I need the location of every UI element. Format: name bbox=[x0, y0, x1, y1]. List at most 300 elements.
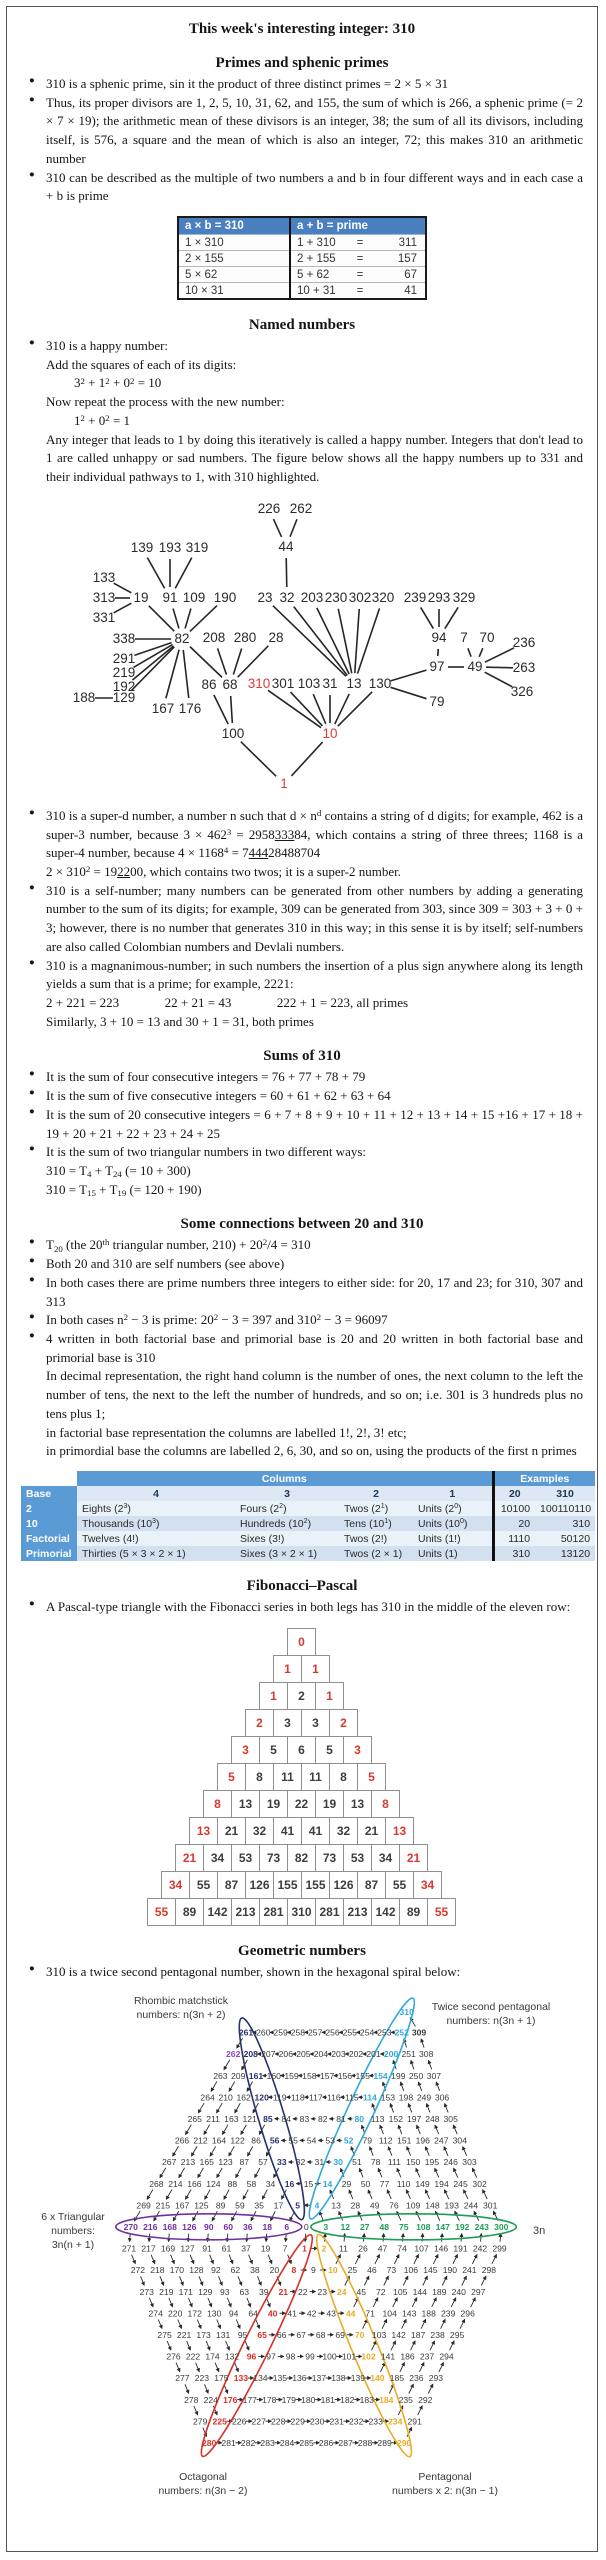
svg-text:3: 3 bbox=[323, 2221, 329, 2232]
bullet-item bbox=[21, 1143, 583, 1199]
svg-text:235: 235 bbox=[398, 2394, 413, 2405]
svg-text:192: 192 bbox=[455, 2221, 470, 2232]
tree-node: 190 bbox=[213, 589, 237, 605]
tree-node: 293 bbox=[427, 589, 451, 605]
svg-text:67: 67 bbox=[296, 2329, 306, 2340]
svg-text:125: 125 bbox=[194, 2199, 209, 2210]
text-line: 310 is a sphenic prime, sin it the product of three distinct primes = 2 × 5 × 31 bbox=[46, 76, 449, 91]
svg-text:178: 178 bbox=[262, 2394, 277, 2405]
pascal-row bbox=[21, 1655, 583, 1683]
svg-text:111: 111 bbox=[387, 2156, 401, 2167]
table-cell: Thirties (5 × 3 × 2 × 1) bbox=[77, 1546, 235, 1561]
tree-node: 193 bbox=[158, 539, 182, 555]
svg-text:132: 132 bbox=[224, 2351, 240, 2362]
svg-text:181: 181 bbox=[320, 2394, 335, 2405]
svg-text:204: 204 bbox=[313, 2048, 329, 2059]
svg-text:17: 17 bbox=[273, 2199, 284, 2210]
bullet-marker: ● bbox=[29, 957, 35, 968]
svg-text:300: 300 bbox=[494, 2221, 509, 2232]
svg-text:66: 66 bbox=[276, 2329, 287, 2340]
svg-text:164: 164 bbox=[211, 2135, 227, 2146]
table-cell: Thousands $(10^3)$ bbox=[77, 1516, 235, 1531]
svg-text:134: 134 bbox=[253, 2372, 268, 2383]
svg-text:11: 11 bbox=[339, 2243, 348, 2254]
pascal-cell: 8 bbox=[203, 1790, 232, 1818]
text-line: Thus, its proper divisors are 1, 2, 5, 10, 31, 62, and 155, the sum of which is 266, a sphenic prime (= 2 × 7 × 19); the arithmetic mean of these divisors is an integer, 38; the sum of all its divisors, including itself, is 576, a square and the mean of which is also an integer, 72; this makes 310 an arithmetic number bbox=[46, 94, 583, 166]
svg-text:265: 265 bbox=[187, 2113, 202, 2124]
tree-node: 1 bbox=[280, 775, 288, 791]
svg-text:35: 35 bbox=[254, 2199, 264, 2210]
pascal-cell: 82 bbox=[287, 1844, 316, 1872]
pascal-cell: 87 bbox=[357, 1871, 386, 1899]
svg-text:156: 156 bbox=[337, 2070, 353, 2081]
svg-text:253: 253 bbox=[377, 2027, 392, 2038]
table-cell: Units (1) bbox=[413, 1546, 493, 1561]
svg-text:307: 307 bbox=[426, 2070, 442, 2081]
text-line: In decimal representation, the right hand column is the number of ones, the next column to the left the number of tens, the next to the left the number of hundreds, and so on; i.e. 301 is 3 hundreds plus no tens plus 1; bbox=[46, 1368, 583, 1421]
svg-text:36: 36 bbox=[243, 2221, 253, 2232]
svg-text:249: 249 bbox=[416, 2091, 432, 2102]
svg-text:110: 110 bbox=[396, 2178, 411, 2189]
bullet-marker: ● bbox=[29, 1963, 35, 1974]
svg-text:222: 222 bbox=[185, 2351, 201, 2362]
svg-text:99: 99 bbox=[305, 2351, 315, 2362]
svg-text:61: 61 bbox=[221, 2243, 232, 2254]
svg-text:159: 159 bbox=[284, 2070, 299, 2081]
bullet-item bbox=[21, 1068, 583, 1087]
text-line: 310 is a twice second pentagonal number, shown in the hexagonal spiral below: bbox=[46, 1963, 461, 1979]
svg-text:290: 290 bbox=[396, 2437, 412, 2448]
svg-text:22: 22 bbox=[298, 2286, 308, 2297]
text-line: $3^2 + 1^2 + 0^2 = 10$ bbox=[74, 375, 162, 391]
svg-text:119: 119 bbox=[272, 2091, 287, 2102]
pascal-cell: 34 bbox=[371, 1844, 400, 1872]
pascal-cell: 0 bbox=[287, 1628, 316, 1656]
svg-text:268: 268 bbox=[149, 2178, 164, 2189]
section-heading-sums: Sums of 310 bbox=[263, 1048, 341, 1065]
svg-text:257: 257 bbox=[308, 2027, 323, 2038]
svg-text:80: 80 bbox=[354, 2113, 365, 2124]
pascal-row bbox=[21, 1628, 583, 1656]
pascal-row bbox=[21, 1871, 583, 1899]
pascal-cell: 19 bbox=[315, 1790, 344, 1818]
table-row bbox=[178, 251, 426, 267]
svg-text:200: 200 bbox=[383, 2048, 399, 2059]
pascal-cell: 55 bbox=[385, 1871, 414, 1899]
svg-text:100: 100 bbox=[322, 2351, 337, 2362]
svg-text:191: 191 bbox=[453, 2243, 468, 2254]
table-cell: 2 bbox=[21, 1501, 77, 1516]
tree-node: 23 bbox=[257, 589, 273, 605]
svg-text:185: 185 bbox=[389, 2372, 405, 2383]
svg-text:309: 309 bbox=[411, 2027, 427, 2038]
fibonacci-pascal-triangle bbox=[21, 1628, 583, 1926]
pascal-cell: 8 bbox=[329, 1763, 358, 1791]
table-cell: Primorial bbox=[21, 1546, 77, 1561]
table-cell: Fours $(2^2)$ bbox=[235, 1501, 339, 1516]
svg-text:294: 294 bbox=[439, 2351, 454, 2362]
bullet-item bbox=[21, 1311, 583, 1330]
table-cell: 310 bbox=[535, 1516, 595, 1531]
svg-text:18: 18 bbox=[262, 2221, 273, 2232]
svg-text:201: 201 bbox=[366, 2048, 381, 2059]
pascal-cell: 21 bbox=[357, 1817, 386, 1845]
svg-text:165: 165 bbox=[199, 2156, 214, 2167]
svg-text:160: 160 bbox=[266, 2070, 281, 2081]
svg-text:297: 297 bbox=[471, 2286, 486, 2297]
pascal-cell: 281 bbox=[315, 1898, 344, 1926]
happy-number-tree-figure bbox=[21, 491, 583, 803]
svg-text:284: 284 bbox=[279, 2437, 295, 2448]
svg-text:62: 62 bbox=[230, 2264, 241, 2275]
tree-node: 329 bbox=[452, 589, 476, 605]
svg-text:90: 90 bbox=[204, 2221, 214, 2232]
table-cell: Twos (2!) bbox=[339, 1531, 413, 1546]
svg-text:5: 5 bbox=[295, 2199, 301, 2210]
svg-text:286: 286 bbox=[318, 2437, 334, 2448]
svg-text:188: 188 bbox=[421, 2307, 436, 2318]
svg-text:143: 143 bbox=[402, 2307, 417, 2318]
section-heading-named: Named numbers bbox=[248, 317, 356, 334]
svg-text:255: 255 bbox=[342, 2027, 357, 2038]
table-cell: 10100 bbox=[493, 1501, 535, 1516]
sums-bullet-list bbox=[21, 1068, 583, 1199]
pascal-cell: 21 bbox=[217, 1817, 246, 1845]
pascal-cell: 1 bbox=[259, 1682, 288, 1710]
svg-text:89: 89 bbox=[215, 2199, 226, 2210]
svg-text:187: 187 bbox=[410, 2329, 426, 2340]
svg-text:81: 81 bbox=[336, 2113, 346, 2124]
svg-text:120: 120 bbox=[254, 2091, 269, 2102]
svg-text:288: 288 bbox=[357, 2437, 373, 2448]
bullet-marker: ● bbox=[29, 1256, 35, 1267]
text-line: 310 is a self-number; many numbers can be generated from other numbers by adding a generating number to the sum of its digits; for example, 309 can be generated from 303, since 309 = 303 + 3 + 0 + 3; however, there is no number that generates 310 in this way; in this sense it is by itself; self-numbers are also called Colombian numbers and Devlali numbers. bbox=[46, 882, 583, 954]
svg-text:75: 75 bbox=[399, 2221, 409, 2232]
tree-node: 44 bbox=[278, 538, 294, 554]
text-line: 310 is a super-d number, a number n such that $d \times n^d$ contains a string of d digits; for example, 462 is a super-3 number, because $3 \times 462^3 = 295833384$, which contains a string of three threes; 1168 is a super-4 number, because $4 \times 1168^4 = 744428488704$ bbox=[46, 807, 583, 861]
text-line: It is the sum of two triangular numbers in two different ways: bbox=[46, 1144, 367, 1160]
svg-text:144: 144 bbox=[412, 2286, 427, 2297]
bullet-marker: ● bbox=[29, 1599, 35, 1610]
tree-node: 91 bbox=[162, 589, 178, 605]
pascal-cell: 55 bbox=[189, 1871, 218, 1899]
svg-text:14: 14 bbox=[322, 2178, 333, 2189]
table-cell: Sixes (3!) bbox=[235, 1531, 339, 1546]
svg-text:153: 153 bbox=[380, 2091, 396, 2102]
svg-text:20: 20 bbox=[269, 2264, 280, 2275]
table-cell: Twelves (4!) bbox=[77, 1531, 235, 1546]
svg-text:46: 46 bbox=[367, 2264, 377, 2275]
svg-text:197: 197 bbox=[406, 2113, 422, 2124]
tree-node: 313 bbox=[92, 589, 116, 605]
svg-text:numbers: n(3n − 2): numbers: n(3n − 2) bbox=[158, 2484, 248, 2497]
svg-text:245: 245 bbox=[453, 2178, 468, 2189]
svg-text:57: 57 bbox=[258, 2156, 268, 2167]
table-cell: Eights $(2^3)$ bbox=[77, 1501, 235, 1516]
svg-text:39: 39 bbox=[259, 2286, 269, 2297]
pascal-cell: 310 bbox=[287, 1898, 316, 1926]
bullet-item bbox=[21, 807, 583, 882]
tree-node: 302 bbox=[348, 589, 372, 605]
svg-text:71: 71 bbox=[365, 2307, 375, 2318]
svg-text:295: 295 bbox=[449, 2329, 465, 2340]
pascal-cell: 19 bbox=[259, 1790, 288, 1818]
table-cell: 310 bbox=[493, 1546, 535, 1561]
svg-text:248: 248 bbox=[425, 2113, 440, 2124]
text-line: Now repeat the process with the new number: bbox=[46, 394, 285, 410]
svg-text:258: 258 bbox=[290, 2027, 306, 2038]
svg-text:31: 31 bbox=[314, 2156, 325, 2167]
pascal-cell: 34 bbox=[203, 1844, 232, 1872]
happy-number-tree bbox=[22, 491, 582, 803]
svg-text:4: 4 bbox=[314, 2199, 320, 2210]
svg-text:175: 175 bbox=[214, 2372, 229, 2383]
bullet-item bbox=[21, 957, 583, 1032]
table-cell: 2 × 155 bbox=[178, 251, 290, 267]
tree-node: 31 bbox=[322, 675, 338, 691]
pascal-cell: 142 bbox=[203, 1898, 232, 1926]
pascal-cell: 11 bbox=[301, 1763, 330, 1791]
pascal-cell: 53 bbox=[343, 1844, 372, 1872]
pascal-cell: 126 bbox=[245, 1871, 274, 1899]
table-cell: 20 bbox=[493, 1486, 535, 1501]
pascal-cell: 73 bbox=[259, 1844, 288, 1872]
svg-text:275: 275 bbox=[157, 2329, 172, 2340]
svg-text:308: 308 bbox=[419, 2048, 434, 2059]
text-line: Any integer that leads to 1 by doing this iteratively is called a happy number. Integers that don't lead to 1 are called unhappy or sad numbers. The figure below shows all the happy numbers up to 331 and their individual pathways to 1, with 310 highlighted. bbox=[46, 431, 583, 485]
svg-text:168: 168 bbox=[162, 2221, 177, 2232]
svg-text:234: 234 bbox=[388, 2415, 403, 2426]
bullet-item bbox=[21, 75, 583, 94]
svg-text:269: 269 bbox=[136, 2199, 151, 2210]
tree-node: 130 bbox=[368, 675, 392, 691]
svg-text:27: 27 bbox=[360, 2221, 370, 2232]
text-line: In both cases $n^2 - 3$ is prime: $20^2 - 3 = 397$ and $310^2 - 3 = 96097$ bbox=[46, 1312, 388, 1328]
table-header-cell: a × b = 310 bbox=[178, 217, 290, 235]
table-cell: 1110 bbox=[493, 1531, 535, 1546]
svg-text:227: 227 bbox=[251, 2415, 266, 2426]
tree-node: 13 bbox=[346, 675, 362, 691]
tree-node: 82 bbox=[174, 630, 190, 646]
tree-node: 10 bbox=[322, 725, 338, 741]
svg-text:180: 180 bbox=[301, 2394, 316, 2405]
svg-text:33: 33 bbox=[277, 2156, 287, 2167]
text-line: It is the sum of 20 consecutive integers = 6 + 7 + 8 + 9 + 10 + 11 + 12 + 13 + 14 + 15 +16 + 17 + 18 + 19 + 20 + 21 + 22 + 23 + 24 + 25 bbox=[46, 1106, 583, 1141]
svg-text:230: 230 bbox=[310, 2415, 325, 2426]
svg-text:298: 298 bbox=[481, 2264, 497, 2275]
svg-text:216: 216 bbox=[143, 2221, 158, 2232]
svg-text:101: 101 bbox=[341, 2351, 357, 2362]
table-cell: Units (1!) bbox=[413, 1531, 493, 1546]
product-sum-table bbox=[177, 216, 427, 300]
svg-text:108: 108 bbox=[416, 2221, 431, 2232]
svg-text:304: 304 bbox=[452, 2135, 468, 2146]
svg-text:8: 8 bbox=[291, 2264, 297, 2275]
svg-text:157: 157 bbox=[319, 2070, 335, 2081]
svg-text:6: 6 bbox=[284, 2221, 290, 2232]
svg-text:285: 285 bbox=[299, 2437, 314, 2448]
svg-text:128: 128 bbox=[189, 2264, 204, 2275]
svg-text:209: 209 bbox=[231, 2070, 246, 2081]
tree-node: 331 bbox=[92, 609, 116, 625]
svg-text:259: 259 bbox=[273, 2027, 288, 2038]
svg-text:23: 23 bbox=[317, 2286, 328, 2297]
svg-text:262: 262 bbox=[226, 2048, 241, 2059]
text-line: In both cases there are prime numbers three integers to either side: for 20, 17 and 23; for 310, 307 and 313 bbox=[46, 1274, 583, 1309]
svg-text:240: 240 bbox=[451, 2286, 466, 2297]
pascal-cell: 41 bbox=[273, 1817, 302, 1845]
table-cell: Twos (2 × 1) bbox=[339, 1546, 413, 1561]
table-cell: 100110110 bbox=[535, 1501, 595, 1516]
svg-text:233: 233 bbox=[368, 2415, 383, 2426]
svg-text:30: 30 bbox=[333, 2156, 343, 2167]
svg-text:296: 296 bbox=[460, 2307, 475, 2318]
svg-text:305: 305 bbox=[443, 2113, 458, 2124]
bullet-marker: ● bbox=[29, 76, 35, 86]
svg-text:51: 51 bbox=[352, 2156, 362, 2167]
svg-text:83: 83 bbox=[299, 2113, 310, 2124]
svg-text:96: 96 bbox=[246, 2351, 257, 2362]
svg-text:166: 166 bbox=[187, 2178, 202, 2189]
text-line: $1^2 + 0^2 = 1$ bbox=[74, 412, 131, 428]
table-cell: Examples bbox=[493, 1471, 595, 1486]
svg-text:49: 49 bbox=[369, 2199, 380, 2210]
named-more-bullet-list bbox=[21, 807, 583, 1032]
svg-text:59: 59 bbox=[235, 2199, 245, 2210]
pascal-cell: 2 bbox=[287, 1682, 316, 1710]
pascal-cell: 2 bbox=[329, 1709, 358, 1737]
svg-text:116: 116 bbox=[326, 2091, 341, 2102]
svg-text:137: 137 bbox=[311, 2372, 327, 2383]
pascal-cell: 281 bbox=[259, 1898, 288, 1926]
bullet-marker: ● bbox=[29, 882, 35, 893]
svg-text:0: 0 bbox=[303, 2221, 309, 2232]
svg-text:135: 135 bbox=[272, 2372, 288, 2383]
table-cell: Tens $(10^1)$ bbox=[339, 1516, 413, 1531]
svg-text:279: 279 bbox=[193, 2415, 208, 2426]
text-line: Similarly, 3 + 10 = 13 and 30 + 1 = 31, both primes bbox=[46, 1013, 314, 1029]
connections-bullet-list bbox=[21, 1236, 583, 1461]
tree-node: 320 bbox=[371, 589, 395, 605]
section-heading-connections: Some connections between 20 and 310 bbox=[180, 1216, 424, 1233]
bullet-item bbox=[21, 1274, 583, 1311]
table-cell: 50120 bbox=[535, 1531, 595, 1546]
svg-text:34: 34 bbox=[265, 2178, 276, 2189]
bullet-marker: ● bbox=[29, 94, 35, 105]
table-cell: Factorial bbox=[21, 1531, 77, 1546]
document-page bbox=[6, 6, 598, 2552]
bullet-marker: ● bbox=[29, 1237, 35, 1248]
svg-text:140: 140 bbox=[370, 2372, 385, 2383]
svg-text:109: 109 bbox=[406, 2199, 421, 2210]
svg-text:127: 127 bbox=[180, 2243, 195, 2254]
svg-text:115: 115 bbox=[345, 2091, 359, 2102]
table-cell: Base bbox=[21, 1486, 77, 1501]
svg-text:76: 76 bbox=[389, 2199, 399, 2210]
tree-node: 129 bbox=[112, 689, 136, 705]
svg-text:150: 150 bbox=[405, 2156, 421, 2167]
bullet-marker: ● bbox=[29, 1274, 35, 1285]
svg-text:277: 277 bbox=[175, 2372, 190, 2383]
table-cell: 5 + 62 = 67 bbox=[290, 267, 426, 283]
svg-text:260: 260 bbox=[256, 2027, 271, 2038]
svg-text:176: 176 bbox=[223, 2394, 238, 2405]
tree-node: 28 bbox=[268, 629, 284, 645]
pascal-cell: 32 bbox=[329, 1817, 358, 1845]
tree-node: 226 bbox=[257, 500, 281, 516]
svg-text:195: 195 bbox=[424, 2156, 440, 2167]
svg-text:184: 184 bbox=[379, 2394, 394, 2405]
svg-text:306: 306 bbox=[434, 2091, 450, 2102]
svg-text:78: 78 bbox=[370, 2156, 381, 2167]
bullet-item bbox=[21, 1963, 583, 1982]
bullet-item bbox=[21, 169, 583, 206]
svg-text:25: 25 bbox=[347, 2264, 358, 2275]
pascal-cell: 34 bbox=[161, 1871, 190, 1899]
svg-text:86: 86 bbox=[251, 2135, 261, 2146]
svg-text:292: 292 bbox=[418, 2394, 433, 2405]
svg-text:198: 198 bbox=[398, 2091, 414, 2102]
svg-text:43: 43 bbox=[326, 2307, 336, 2318]
svg-text:133: 133 bbox=[233, 2372, 249, 2383]
table-cell: 1 bbox=[413, 1486, 493, 1501]
table-cell: 5 × 62 bbox=[178, 267, 290, 283]
pascal-row bbox=[21, 1790, 583, 1818]
table-row bbox=[21, 1531, 595, 1546]
svg-text:40: 40 bbox=[267, 2307, 278, 2318]
svg-text:229: 229 bbox=[290, 2415, 305, 2426]
table-row bbox=[21, 1546, 595, 1561]
pascal-cell: 1 bbox=[273, 1655, 302, 1683]
svg-text:272: 272 bbox=[130, 2264, 146, 2275]
bullet-marker: ● bbox=[29, 1312, 35, 1323]
svg-text:213: 213 bbox=[180, 2156, 196, 2167]
pascal-cell: 155 bbox=[301, 1871, 330, 1899]
svg-text:56: 56 bbox=[269, 2135, 280, 2146]
svg-text:13: 13 bbox=[331, 2199, 341, 2210]
svg-text:112: 112 bbox=[378, 2135, 393, 2146]
geometric-bullet-list bbox=[21, 1963, 583, 1982]
text-line: Add the squares of each of its digits: bbox=[46, 356, 237, 372]
svg-text:87: 87 bbox=[239, 2156, 250, 2167]
text-line: $310 = T_4 + T_{24}$ (= 10 + 300) bbox=[46, 1163, 191, 1180]
pascal-cell: 213 bbox=[343, 1898, 372, 1926]
tree-node: 192 bbox=[112, 678, 136, 694]
svg-text:126: 126 bbox=[182, 2221, 197, 2232]
table-cell: 2 + 155 = 157 bbox=[290, 251, 426, 267]
tree-node: 230 bbox=[324, 589, 348, 605]
svg-text:171: 171 bbox=[178, 2286, 193, 2297]
pascal-cell: 21 bbox=[175, 1844, 204, 1872]
pascal-cell: 155 bbox=[273, 1871, 302, 1899]
text-line: It is the sum of five consecutive integers = 60 + 61 + 62 + 63 + 64 bbox=[46, 1088, 391, 1104]
svg-text:145: 145 bbox=[423, 2264, 438, 2275]
svg-text:151: 151 bbox=[397, 2135, 412, 2146]
svg-text:208: 208 bbox=[243, 2048, 258, 2059]
svg-text:26: 26 bbox=[358, 2243, 368, 2254]
table-cell: 10 bbox=[21, 1516, 77, 1531]
tree-node: 203 bbox=[300, 589, 324, 605]
table-cell: 3 bbox=[235, 1486, 339, 1501]
pascal-cell: 55 bbox=[147, 1898, 176, 1926]
pascal-cell: 87 bbox=[217, 1871, 246, 1899]
svg-text:38: 38 bbox=[250, 2264, 260, 2275]
svg-text:48: 48 bbox=[379, 2221, 390, 2232]
svg-text:214: 214 bbox=[168, 2178, 183, 2189]
svg-text:172: 172 bbox=[187, 2307, 202, 2318]
svg-text:267: 267 bbox=[162, 2156, 177, 2167]
svg-text:291: 291 bbox=[407, 2415, 422, 2426]
